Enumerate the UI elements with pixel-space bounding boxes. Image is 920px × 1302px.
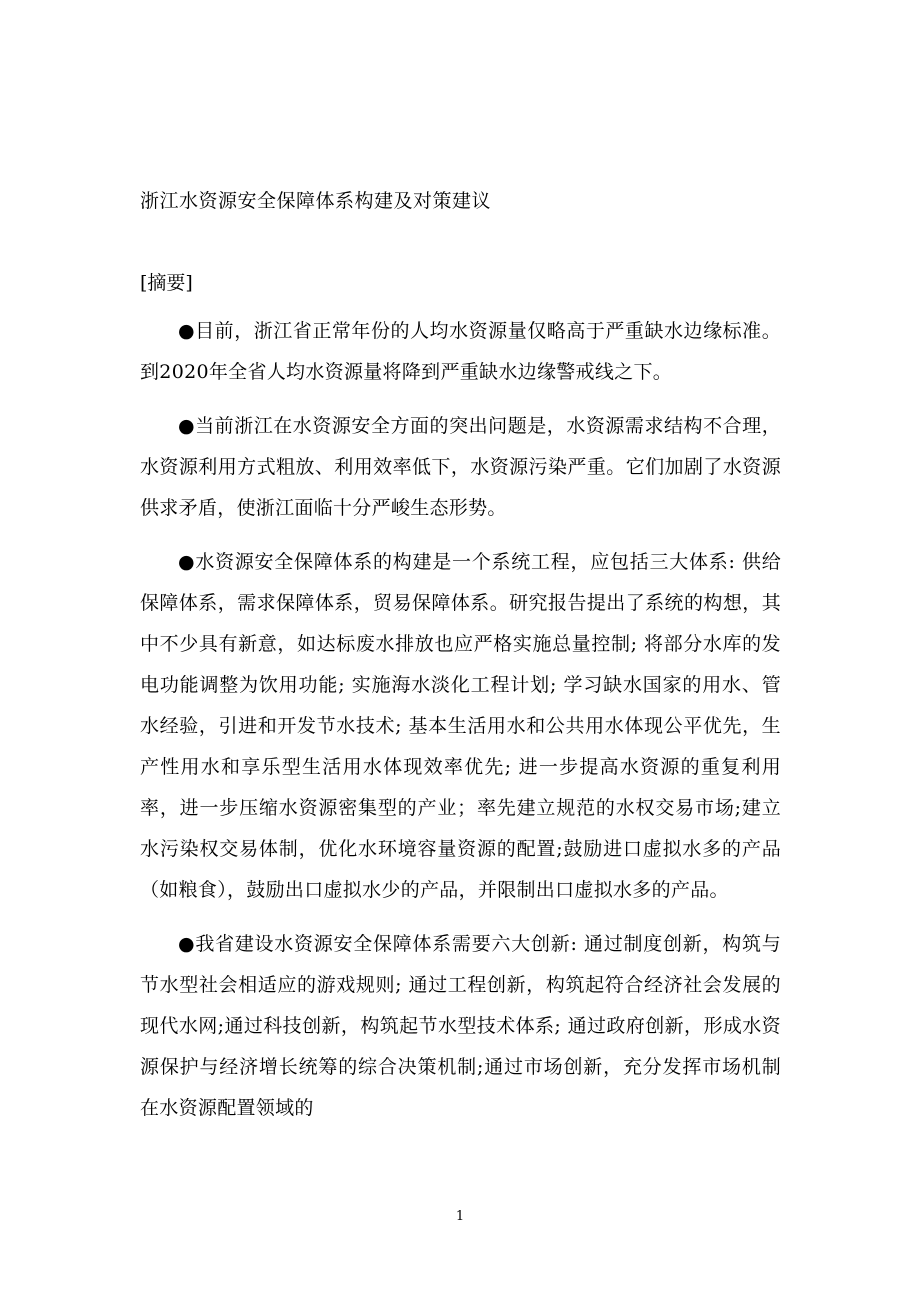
document-body — [140, 311, 781, 1142]
paragraph-4: ●我省建设水资源安全保障体系需要六大创新: 通过制度创新，构筑与节水型社会相适应的游戏规则; 通过工程创新，构筑起符合经济社会发展的现代水网;通过科技创新，构筑起节水型技术体系; 通过政府创新，形成水资源保护与经济增长统筹的综合决策机制;通过市场创新，充分发挥市场机制在水资源配置领域的 — [140, 933, 781, 1119]
page-number: 1 — [455, 1209, 465, 1224]
paragraph-2: ●当前浙江在水资源安全方面的突出问题是，水资源需求结构不合理，水资源利用方式粗放、利用效率低下，水资源污染严重。它们加剧了水资源供求矛盾，使浙江面临十分严峻生态形势。 — [140, 415, 781, 519]
paragraph-1: ●目前，浙江省正常年份的人均水资源量仅略高于严重缺水边缘标准。到2020年全省人均水资源量将降到严重缺水边缘警戒线之下。 — [140, 320, 781, 383]
abstract-label: [摘要] — [140, 272, 193, 294]
document-title: 浙江水资源安全保障体系构建及对策建议 — [140, 190, 492, 212]
paragraph-3: ●水资源安全保障体系的构建是一个系统工程，应包括三大体系: 供给保障体系，需求保障体系，贸易保障体系。研究报告提出了系统的构想，其中不少具有新意，如达标废水排放也应严格实施总量控制; 将部分水库的发电功能调整为饮用功能; 实施海水淡化工程计划; 学习缺水国家的用水、管水经验，引进和开发节水技术; 基本生活用水和公共用水体现公平优先，生产性用水和享乐型生活用水体现效率优先; 进一步提高水资源的重复利用率，进一步压缩水资源密集型的产业；率先建立规范的水权交易市场;建立水污染权交易体制，优化水环境容量资源的配置;鼓励进口虚拟水多的产品（如粮食），鼓励出口虚拟水少的产品，并限制出口虚拟水多的产品。 — [140, 551, 781, 901]
